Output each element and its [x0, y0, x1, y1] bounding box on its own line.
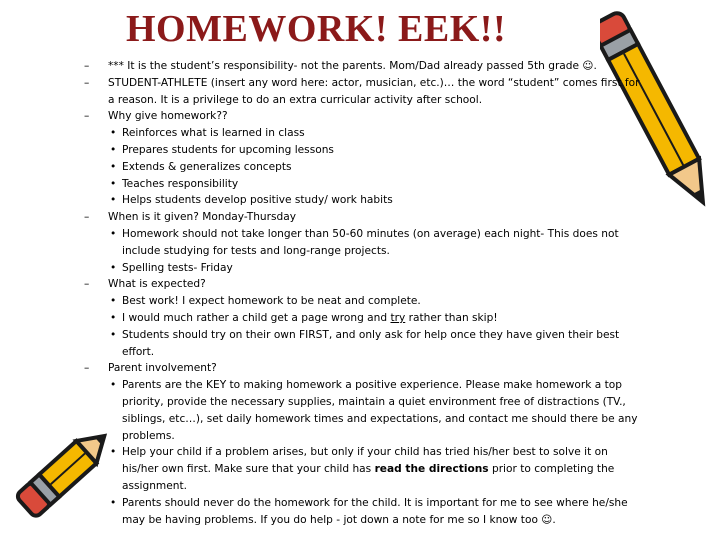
bullet-marker: •	[110, 379, 117, 392]
bullet-marker: •	[110, 127, 117, 140]
sub-item-text: Parents should never do the homework for the child. It is important for me to see where he/she may be having problems. If you do help - jot down a note for me so I know too ☺.	[122, 496, 628, 526]
bullet-marker: •	[110, 446, 117, 459]
sub-item-text: Students should try on their own FIRST, and only ask for help once they have given their best effort.	[122, 328, 620, 358]
sub-item-text: Best work! I expect homework to be neat and complete.	[122, 295, 421, 308]
sub-list-item	[76, 444, 642, 494]
item-text: When is it given? Monday-Thursday	[108, 211, 296, 224]
sub-list-item	[76, 327, 642, 361]
bullet-marker: •	[110, 227, 117, 240]
list-item	[76, 75, 642, 109]
list-item	[76, 108, 642, 125]
item-text: What is expected?	[108, 278, 206, 291]
dash-marker: –	[84, 362, 90, 375]
list-item	[76, 209, 642, 226]
sub-list-item	[76, 226, 642, 260]
sub-list-item	[76, 159, 642, 176]
dash-marker: –	[84, 110, 90, 123]
dash-marker: –	[84, 211, 90, 224]
page-title: HOMEWORK! EEK!!	[126, 8, 507, 50]
sub-item-text: Spelling tests- Friday	[122, 261, 233, 274]
bullet-marker: •	[110, 311, 117, 324]
sub-list-item	[76, 192, 642, 209]
bullet-marker: •	[110, 194, 117, 207]
item-text: *** It is the student’s responsibility- not the parents. Mom/Dad already passed 5th grade ☺.	[108, 60, 597, 72]
emphasized-text: try	[390, 311, 406, 324]
dash-marker: –	[84, 60, 90, 72]
list-item	[76, 276, 642, 293]
bullet-marker: •	[110, 295, 117, 308]
sub-item-text: Prepares students for upcoming lessons	[122, 143, 334, 156]
sub-item-text: Helps students develop positive study/ work habits	[122, 194, 393, 207]
emphasized-text: read the directions	[374, 463, 489, 476]
bullet-marker: •	[110, 177, 117, 190]
sub-list-item	[76, 142, 642, 159]
sub-list-item	[76, 260, 642, 277]
sub-list-item	[76, 310, 642, 327]
homework-notes	[76, 58, 642, 528]
list-item	[76, 58, 642, 75]
sub-list-item	[76, 176, 642, 193]
sub-item-text: Teaches responsibility	[122, 177, 239, 190]
bullet-marker: •	[110, 160, 117, 173]
bullet-marker: •	[110, 143, 117, 156]
dash-marker: –	[84, 76, 90, 89]
sub-item-text: Extends & generalizes concepts	[122, 160, 292, 173]
sub-item-text: Parents are the KEY to making homework a positive experience. Please make homework a top priority, provide the necessary supplies, maintain a quiet environment free of distractions (TV., siblings, etc…), set daily homework times and expectations, and contact me should there be any problems.	[122, 379, 638, 442]
sub-list-item	[76, 125, 642, 142]
bullet-marker: •	[110, 496, 117, 509]
sub-list-item	[76, 495, 642, 529]
sub-item-text: Homework should not take longer than 50-60 minutes (on average) each night- This does not include studying for tests and long-range projects.	[122, 227, 619, 257]
sub-item-text: Reinforces what is learned in class	[122, 127, 305, 140]
sub-item-text: Help your child if a problem arises, but only if your child has tried his/her best to solve it on his/her own first. Make sure that your child has read the directions prior to completing the assignment.	[122, 446, 615, 492]
bullet-marker: •	[110, 328, 117, 341]
sub-item-text: I would much rather a child get a page wrong and try rather than skip!	[122, 311, 498, 324]
dash-marker: –	[84, 278, 90, 291]
bullet-marker: •	[110, 261, 117, 274]
item-text: STUDENT-ATHLETE (insert any word here: actor, musician, etc.)… the word “student” comes first for a reason. It is a privilege to do an extra curricular activity after school.	[108, 76, 640, 106]
item-text: Parent involvement?	[108, 362, 217, 375]
sub-list-item	[76, 293, 642, 310]
list-item	[76, 360, 642, 377]
sub-list-item	[76, 377, 642, 444]
item-text: Why give homework??	[108, 110, 228, 123]
